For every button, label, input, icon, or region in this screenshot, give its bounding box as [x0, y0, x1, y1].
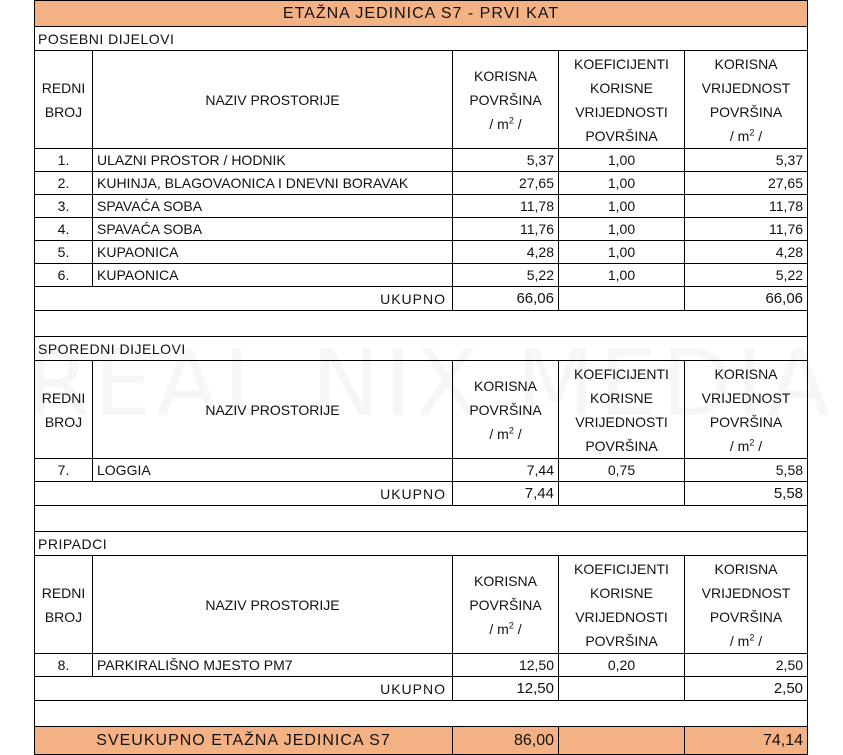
col-header-broj-line: BROJ	[44, 413, 83, 430]
col-header-vrijednost-unit-suffix: /	[754, 632, 763, 649]
col-header-korisna-unit-prefix: / m	[489, 620, 509, 637]
col-header-korisna-line2: POVRŠINA	[469, 91, 542, 108]
row-number: 6.	[35, 264, 93, 287]
coefficient: 1,00	[559, 195, 685, 218]
col-header-vrijednost-unit-exponent: 2	[749, 631, 755, 642]
col-header-koef-line3: VRIJEDNOSTI	[575, 103, 668, 120]
grand-total-coef-empty	[559, 727, 685, 755]
table-row	[35, 654, 808, 677]
section-heading-row	[35, 532, 808, 556]
grand-total-label: SVEUKUPNO ETAŽNA JEDINICA S7	[35, 727, 453, 755]
row-number: 1.	[35, 149, 93, 172]
col-header-korisna-unit-exponent: 2	[508, 619, 514, 630]
col-header-korisna-vrijednost	[685, 51, 808, 149]
col-header-koef-line4: POVRŠINA	[585, 437, 658, 454]
col-header-koef-line2: KORISNE	[589, 79, 653, 96]
section-total-row	[35, 482, 808, 506]
section-heading-row	[35, 337, 808, 361]
spacer-cell	[35, 701, 808, 727]
total-area: 7,44	[453, 482, 559, 506]
coefficient: 1,00	[559, 218, 685, 241]
col-header-redni-line: REDNI	[41, 389, 86, 406]
coefficient: 0,20	[559, 654, 685, 677]
col-header-korisna-vrijednost	[685, 556, 808, 654]
title-row	[35, 1, 808, 27]
usable-area: 12,50	[453, 654, 559, 677]
col-header-vrijednost-line2: VRIJEDNOST	[701, 389, 791, 406]
section-total-row	[35, 287, 808, 311]
table-row	[35, 218, 808, 241]
room-name: SPAVAĆA SOBA	[93, 195, 453, 218]
col-header-broj-line: BROJ	[44, 103, 83, 120]
grand-total-row	[35, 727, 808, 755]
usable-value: 11,78	[685, 195, 808, 218]
row-number: 2.	[35, 172, 93, 195]
col-header-redni-broj	[35, 556, 93, 654]
section-spacer	[35, 506, 808, 532]
table-row	[35, 459, 808, 482]
col-header-vrijednost-line1: KORISNA	[714, 560, 778, 577]
col-header-vrijednost-unit-suffix: /	[754, 127, 763, 144]
row-number: 8.	[35, 654, 93, 677]
col-header-korisna-povrsina	[453, 556, 559, 654]
usable-area: 5,22	[453, 264, 559, 287]
col-header-korisna-unit-prefix: / m	[489, 115, 509, 132]
row-number: 7.	[35, 459, 93, 482]
row-number: 5.	[35, 241, 93, 264]
col-header-korisna-unit-suffix: /	[513, 115, 522, 132]
coefficient: 1,00	[559, 264, 685, 287]
section-spacer	[35, 311, 808, 337]
total-coef-empty	[559, 482, 685, 506]
col-header-korisna-povrsina	[453, 51, 559, 149]
total-value: 66,06	[685, 287, 808, 311]
section-heading: PRIPADCI	[35, 532, 808, 556]
col-header-vrijednost-unit-exponent: 2	[749, 436, 755, 447]
col-header-koeficijenti	[559, 556, 685, 654]
col-header-korisna-unit	[457, 422, 554, 446]
col-header-vrijednost-unit-prefix: / m	[729, 632, 750, 649]
row-number: 4.	[35, 218, 93, 241]
col-header-korisna-line1: KORISNA	[473, 67, 537, 84]
table-row	[35, 264, 808, 287]
room-name: LOGGIA	[93, 459, 453, 482]
usable-value: 27,65	[685, 172, 808, 195]
col-header-koef-line3: VRIJEDNOSTI	[575, 608, 668, 625]
room-name: KUHINJA, BLAGOVAONICA I DNEVNI BORAVAK	[93, 172, 453, 195]
usable-value: 11,76	[685, 218, 808, 241]
room-name: SPAVAĆA SOBA	[93, 218, 453, 241]
column-header-row	[35, 556, 808, 654]
col-header-koef-line4: POVRŠINA	[585, 632, 658, 649]
col-header-vrijednost-line2: VRIJEDNOST	[701, 584, 791, 601]
col-header-koef-line2: KORISNE	[589, 584, 653, 601]
col-header-broj-line: BROJ	[44, 608, 83, 625]
usable-area: 27,65	[453, 172, 559, 195]
total-value: 2,50	[685, 677, 808, 701]
col-header-koef-line1: KOEFICIJENTI	[574, 560, 669, 577]
total-label: UKUPNO	[35, 677, 453, 701]
col-header-vrijednost-line3: POVRŠINA	[709, 608, 783, 625]
col-header-naziv: NAZIV PROSTORIJE	[93, 556, 453, 654]
col-header-korisna-unit-suffix: /	[513, 620, 522, 637]
col-header-korisna-line2: POVRŠINA	[469, 401, 542, 418]
coefficient: 1,00	[559, 241, 685, 264]
column-header-row	[35, 51, 808, 149]
col-header-vrijednost-line1: KORISNA	[714, 55, 778, 72]
room-name: ULAZNI PROSTOR / HODNIK	[93, 149, 453, 172]
col-header-redni-line: REDNI	[41, 79, 86, 96]
col-header-vrijednost-unit-prefix: / m	[729, 127, 750, 144]
col-header-korisna-line2: POVRŠINA	[469, 596, 542, 613]
column-header-row	[35, 361, 808, 459]
usable-value: 5,58	[685, 459, 808, 482]
col-header-korisna-unit-exponent: 2	[508, 424, 514, 435]
total-value: 5,58	[685, 482, 808, 506]
col-header-vrijednost-unit-prefix: / m	[729, 437, 750, 454]
section-heading-row	[35, 27, 808, 51]
total-label: UKUPNO	[35, 287, 453, 311]
table-row	[35, 195, 808, 218]
table-row	[35, 172, 808, 195]
col-header-vrijednost-line3: POVRŠINA	[709, 413, 783, 430]
col-header-koef-line2: KORISNE	[589, 389, 653, 406]
room-name: KUPAONICA	[93, 264, 453, 287]
usable-area: 7,44	[453, 459, 559, 482]
col-header-koeficijenti	[559, 51, 685, 149]
col-header-vrijednost-unit	[689, 434, 803, 458]
room-name: KUPAONICA	[93, 241, 453, 264]
spacer-cell	[35, 311, 808, 337]
page-title: ETAŽNA JEDINICA S7 - PRVI KAT	[35, 1, 808, 27]
total-coef-empty	[559, 677, 685, 701]
col-header-korisna-unit	[457, 112, 554, 136]
col-header-koef-line1: KOEFICIJENTI	[574, 365, 669, 382]
col-header-naziv: NAZIV PROSTORIJE	[93, 51, 453, 149]
total-area: 66,06	[453, 287, 559, 311]
col-header-koeficijenti	[559, 361, 685, 459]
col-header-vrijednost-line3: POVRŠINA	[709, 103, 783, 120]
col-header-vrijednost-line2: VRIJEDNOST	[701, 79, 791, 96]
spacer-cell	[35, 506, 808, 532]
grand-total-area: 86,00	[453, 727, 559, 755]
col-header-redni-line: REDNI	[41, 584, 86, 601]
col-header-koef-line4: POVRŠINA	[585, 127, 658, 144]
col-header-vrijednost-unit	[689, 629, 803, 653]
usable-value: 4,28	[685, 241, 808, 264]
col-header-naziv: NAZIV PROSTORIJE	[93, 361, 453, 459]
col-header-redni-broj	[35, 361, 93, 459]
col-header-vrijednost-unit-suffix: /	[754, 437, 763, 454]
col-header-vrijednost-unit-exponent: 2	[749, 126, 755, 137]
col-header-korisna-line1: KORISNA	[473, 572, 537, 589]
area-table-sheet	[34, 0, 807, 755]
total-label: UKUPNO	[35, 482, 453, 506]
room-name: PARKIRALIŠNO MJESTO PM7	[93, 654, 453, 677]
total-area: 12,50	[453, 677, 559, 701]
usable-area: 5,37	[453, 149, 559, 172]
total-coef-empty	[559, 287, 685, 311]
usable-area: 11,76	[453, 218, 559, 241]
area-table	[34, 0, 808, 755]
col-header-vrijednost-line1: KORISNA	[714, 365, 778, 382]
usable-area: 11,78	[453, 195, 559, 218]
col-header-korisna-povrsina	[453, 361, 559, 459]
col-header-korisna-line1: KORISNA	[473, 377, 537, 394]
section-total-row	[35, 677, 808, 701]
table-row	[35, 149, 808, 172]
usable-value: 5,22	[685, 264, 808, 287]
coefficient: 0,75	[559, 459, 685, 482]
grand-total-value: 74,14	[685, 727, 808, 755]
col-header-vrijednost-unit	[689, 124, 803, 148]
section-heading: SPOREDNI DIJELOVI	[35, 337, 808, 361]
col-header-korisna-unit-prefix: / m	[489, 425, 509, 442]
col-header-redni-broj	[35, 51, 93, 149]
col-header-korisna-unit-suffix: /	[513, 425, 522, 442]
col-header-korisna-unit	[457, 617, 554, 641]
col-header-korisna-unit-exponent: 2	[508, 114, 514, 125]
section-heading: POSEBNI DIJELOVI	[35, 27, 808, 51]
grand-total-spacer	[35, 701, 808, 727]
coefficient: 1,00	[559, 149, 685, 172]
col-header-koef-line3: VRIJEDNOSTI	[575, 413, 668, 430]
usable-value: 5,37	[685, 149, 808, 172]
usable-area: 4,28	[453, 241, 559, 264]
row-number: 3.	[35, 195, 93, 218]
usable-value: 2,50	[685, 654, 808, 677]
col-header-koef-line1: KOEFICIJENTI	[574, 55, 669, 72]
col-header-korisna-vrijednost	[685, 361, 808, 459]
table-row	[35, 241, 808, 264]
coefficient: 1,00	[559, 172, 685, 195]
